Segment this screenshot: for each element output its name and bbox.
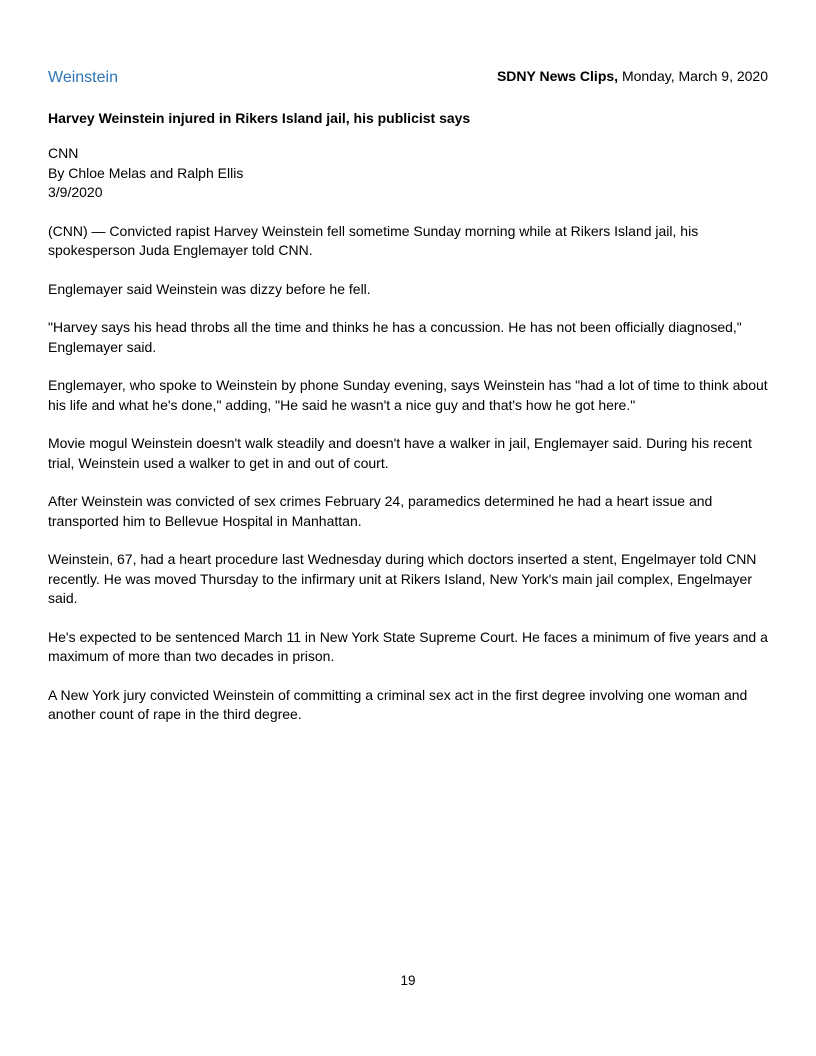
byline-date: 3/9/2020 <box>48 184 103 200</box>
article-paragraph: "Harvey says his head throbs all the time and thinks he has a concussion. He has not been officially diagnosed," Englemayer said. <box>48 319 742 355</box>
article-paragraph: Englemayer said Weinstein was dizzy before he fell. <box>48 280 371 297</box>
article-paragraph: Englemayer, who spoke to Weinstein by phone Sunday evening, says Weinstein has "had a lot of time to think about his life and what he's done," adding, "He said he wasn't a nice guy and that's how he got here." <box>48 377 768 413</box>
section-title: Weinstein <box>48 69 118 86</box>
article-paragraph: He's expected to be sentenced March 11 in New York State Supreme Court. He faces a minimum of five years and a maximum of more than two decades in prison. <box>48 628 768 664</box>
article-body <box>48 68 768 725</box>
byline-source: CNN <box>48 145 79 161</box>
article-paragraph: After Weinstein was convicted of sex crimes February 24, paramedics determined he had a heart issue and transported him to Bellevue Hospital in Manhattan. <box>48 493 713 529</box>
header-title: SDNY News Clips, <box>496 68 619 84</box>
article-headline: Harvey Weinstein injured in Rikers Island jail, his publicist says <box>48 110 471 126</box>
header-date: Monday, March 9, 2020 <box>618 68 768 84</box>
article-paragraph: Movie mogul Weinstein doesn't walk steadily and doesn't have a walker in jail, Englemayer said. During his recent trial, Weinstein used a walker to get in and out of court. <box>48 435 752 471</box>
byline-block <box>48 144 768 203</box>
article-paragraph: (CNN) — Convicted rapist Harvey Weinstein fell sometime Sunday morning while at Rikers Island jail, his spokesperson Juda Englemayer told CNN. <box>48 222 699 258</box>
article-paragraph: Weinstein, 67, had a heart procedure last Wednesday during which doctors inserted a stent, Engelmayer told CNN recently. He was moved Thursday to the infirmary unit at Rikers Island, New York's main jail complex, Engelmayer said. <box>48 551 757 606</box>
byline-authors: By Chloe Melas and Ralph Ellis <box>48 164 244 181</box>
page-number: 19 <box>400 973 416 988</box>
article-paragraph: A New York jury convicted Weinstein of committing a criminal sex act in the first degree involving one woman and another count of rape in the third degree. <box>48 686 748 722</box>
